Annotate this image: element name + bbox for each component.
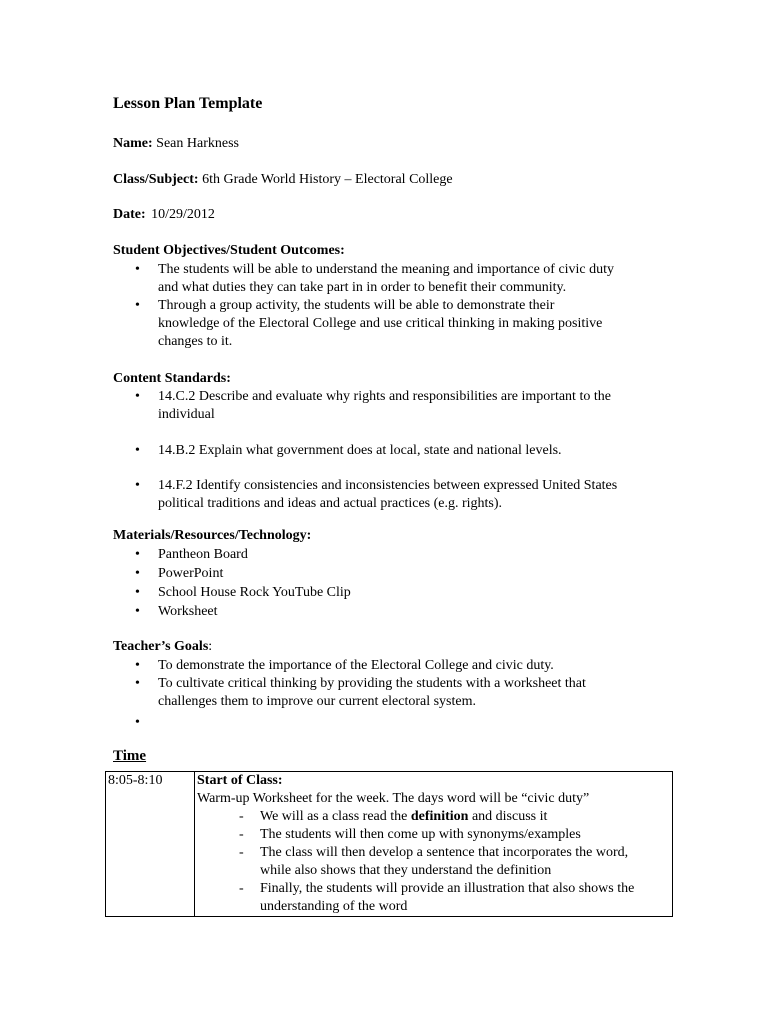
goals-heading-colon: :: [208, 639, 213, 654]
list-item: [113, 388, 673, 424]
standards-list: [113, 388, 673, 513]
list-item: [197, 826, 670, 844]
class-subject-label: Class/Subject:: [113, 172, 199, 187]
activity-heading: Start of Class:: [197, 773, 283, 788]
list-item-line: political traditions and ideas and actual practices (e.g. rights).: [158, 496, 503, 511]
list-item-text: PowerPoint: [158, 566, 224, 581]
dash-icon: -: [239, 881, 244, 896]
objectives-heading: Student Objectives/Student Outcomes:: [113, 243, 345, 258]
list-item: [113, 602, 673, 621]
date-label: Date:: [113, 207, 146, 222]
list-item: [113, 714, 673, 732]
class-subject-field: [113, 171, 453, 189]
step-text: Finally, the students will provide an illustration that also shows the: [260, 881, 635, 896]
time-cell: 8:05-8:10: [106, 772, 195, 917]
list-item-line: The students will be able to understand the meaning and importance of civic duty: [158, 262, 615, 277]
bullet-icon: •: [135, 585, 140, 600]
table-row: [106, 772, 673, 917]
list-item: [113, 297, 673, 351]
step-text: The students will then come up with synonyms/examples: [260, 827, 581, 842]
step-text: understanding of the word: [260, 899, 408, 914]
step-text: and discuss it: [468, 809, 548, 824]
standards-heading: Content Standards:: [113, 371, 231, 386]
list-item-line: To demonstrate the importance of the Electoral College and civic duty.: [158, 658, 554, 673]
date-field: [113, 206, 215, 224]
list-item-line: changes to it.: [158, 334, 233, 349]
bullet-icon: •: [135, 715, 140, 730]
bullet-icon: •: [135, 676, 140, 691]
list-item-text: School House Rock YouTube Clip: [158, 585, 351, 600]
activity-cell: [195, 772, 673, 917]
goals-list: [113, 657, 673, 732]
document-title: Lesson Plan Template: [113, 95, 263, 112]
list-item: [113, 564, 673, 583]
list-item-line: and what duties they can take part in in order to benefit their community.: [158, 280, 567, 295]
list-item: [197, 880, 670, 916]
bullet-icon: •: [135, 604, 140, 619]
activity-steps: [197, 808, 670, 916]
step-text: The class will then develop a sentence that incorporates the word,: [260, 845, 629, 860]
step-text: We will as a class read the: [260, 809, 411, 824]
list-item-text: Worksheet: [158, 604, 218, 619]
list-item: [113, 442, 673, 460]
list-item: [113, 583, 673, 602]
dash-icon: -: [239, 827, 244, 842]
class-subject-value: 6th Grade World History – Electoral College: [202, 172, 453, 187]
dash-icon: -: [239, 809, 244, 824]
goals-heading-text: Teacher’s Goals: [113, 639, 209, 654]
list-item-line: [158, 714, 673, 732]
step-text: while also shows that they understand the definition: [260, 863, 552, 878]
list-item: [197, 808, 670, 826]
bullet-icon: •: [135, 389, 140, 404]
list-item: [113, 261, 673, 297]
materials-list: [113, 545, 673, 621]
objectives-list: [113, 261, 673, 351]
name-field: [113, 135, 239, 153]
list-item-line: individual: [158, 407, 215, 422]
bullet-icon: •: [135, 298, 140, 313]
bullet-icon: •: [135, 443, 140, 458]
time-heading: Time: [113, 748, 147, 764]
bullet-icon: •: [135, 262, 140, 277]
step-bold-text: definition: [410, 809, 469, 824]
dash-icon: -: [239, 845, 244, 860]
schedule-table: [105, 771, 673, 917]
activity-intro: Warm-up Worksheet for the week. The days word will be “civic duty”: [197, 791, 590, 806]
list-item: [197, 844, 670, 880]
list-item: [113, 477, 673, 513]
list-item-line: challenges them to improve our current electoral system.: [158, 694, 477, 709]
materials-heading: Materials/Resources/Technology:: [113, 528, 312, 543]
list-item: [113, 675, 673, 711]
list-item: [113, 657, 673, 675]
bullet-icon: •: [135, 566, 140, 581]
name-value: Sean Harkness: [156, 136, 239, 151]
list-item-line: knowledge of the Electoral College and use critical thinking in making positive: [158, 316, 603, 331]
list-item-line: 14.B.2 Explain what government does at local, state and national levels.: [158, 443, 562, 458]
date-value: 10/29/2012: [151, 207, 215, 222]
list-item-line: 14.F.2 Identify consistencies and inconsistencies between expressed United States: [158, 478, 618, 493]
bullet-icon: •: [135, 478, 140, 493]
list-item: [113, 545, 673, 564]
bullet-icon: •: [135, 658, 140, 673]
name-label: Name:: [113, 136, 153, 151]
list-item-line: To cultivate critical thinking by providing the students with a worksheet that: [158, 676, 586, 691]
list-item-text: Pantheon Board: [158, 547, 248, 562]
bullet-icon: •: [135, 547, 140, 562]
goals-heading: [113, 638, 212, 656]
list-item-line: Through a group activity, the students will be able to demonstrate their: [158, 298, 555, 313]
list-item-line: 14.C.2 Describe and evaluate why rights and responsibilities are important to the: [158, 389, 611, 404]
